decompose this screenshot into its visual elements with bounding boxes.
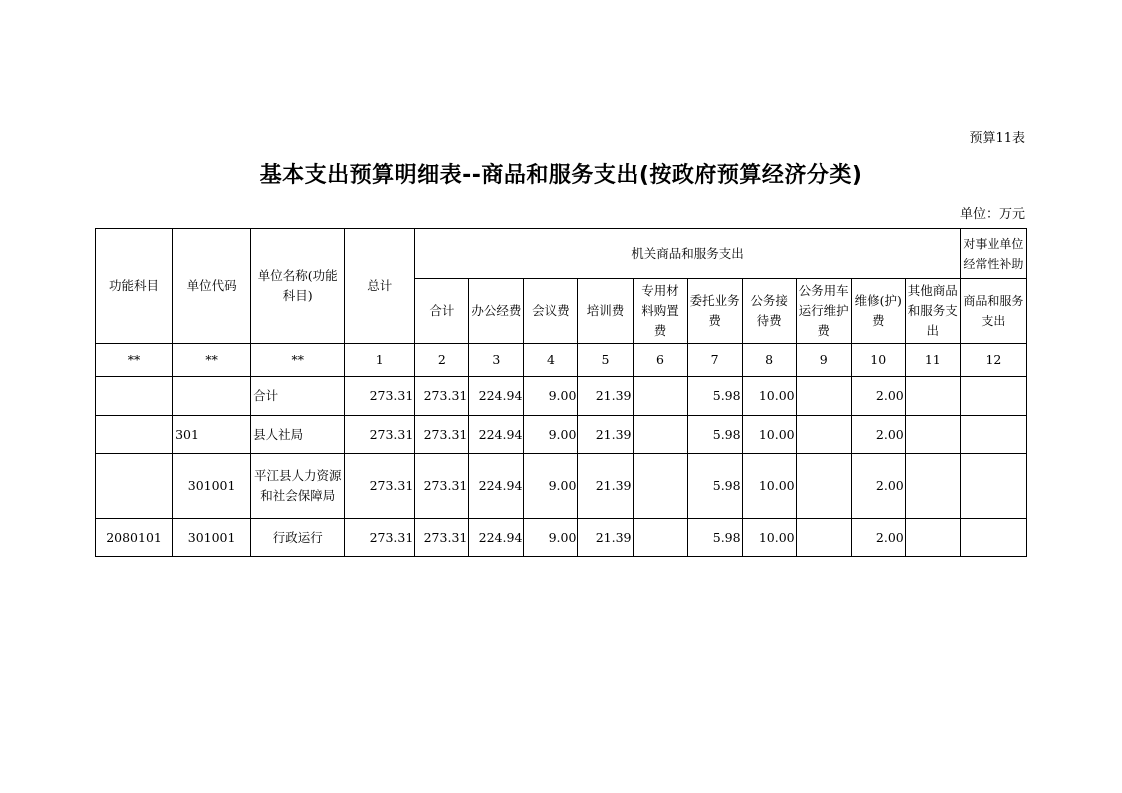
meeting-cell: 9.00 (524, 519, 578, 557)
func-cell (96, 416, 173, 454)
subtotal-cell: 273.31 (415, 416, 469, 454)
commission-cell: 5.98 (687, 416, 742, 454)
table-row (96, 454, 1027, 519)
meeting-cell: 9.00 (524, 416, 578, 454)
reception-cell: 10.00 (742, 377, 796, 416)
reception-cell: 10.00 (742, 416, 796, 454)
subtotal-cell: 273.31 (415, 519, 469, 557)
sub-goods-cell (960, 416, 1026, 454)
vehicle-cell (796, 377, 851, 416)
header-col-other: 其他商品和服务支出 (905, 279, 960, 344)
code-cell: 301001 (173, 519, 251, 557)
header-unit-name: 单位名称(功能科目) (251, 229, 345, 344)
table-row (96, 377, 1027, 416)
other-cell (905, 416, 960, 454)
training-cell: 21.39 (578, 454, 633, 519)
index-cell: 8 (742, 344, 796, 377)
header-col-maintenance: 维修(护)费 (851, 279, 905, 344)
index-row (96, 344, 1027, 377)
vehicle-cell (796, 519, 851, 557)
func-cell (96, 377, 173, 416)
index-cell: 5 (578, 344, 633, 377)
header-col-reception: 公务接待费 (742, 279, 796, 344)
commission-cell: 5.98 (687, 377, 742, 416)
header-col-training: 培训费 (578, 279, 633, 344)
index-cell: 7 (687, 344, 742, 377)
training-cell: 21.39 (578, 377, 633, 416)
office-cell: 224.94 (469, 519, 524, 557)
code-cell: 301001 (173, 454, 251, 519)
sub-goods-cell (960, 519, 1026, 557)
index-cell: ** (251, 344, 345, 377)
table-row (96, 519, 1027, 557)
index-cell: 12 (960, 344, 1026, 377)
code-cell: 301 (173, 416, 251, 454)
meeting-cell: 9.00 (524, 454, 578, 519)
form-number: 预算11表 (969, 131, 1025, 146)
sub-goods-cell (960, 377, 1026, 416)
func-cell: 2080101 (96, 519, 173, 557)
meeting-cell: 9.00 (524, 377, 578, 416)
office-cell: 224.94 (469, 416, 524, 454)
sub-goods-cell (960, 454, 1026, 519)
header-col-materials: 专用材料购置费 (633, 279, 687, 344)
header-func-subject: 功能科目 (96, 229, 173, 344)
other-cell (905, 377, 960, 416)
index-cell: 11 (905, 344, 960, 377)
index-cell: 6 (633, 344, 687, 377)
page-title: 基本支出预算明细表--商品和服务支出(按政府预算经济分类) (259, 163, 863, 188)
func-cell (96, 454, 173, 519)
training-cell: 21.39 (578, 416, 633, 454)
header-col-subtotal: 合计 (415, 279, 469, 344)
index-cell: 3 (469, 344, 524, 377)
index-cell: 9 (796, 344, 851, 377)
index-cell: 10 (851, 344, 905, 377)
other-cell (905, 454, 960, 519)
reception-cell: 10.00 (742, 454, 796, 519)
maintenance-cell: 2.00 (851, 416, 905, 454)
maintenance-cell: 2.00 (851, 454, 905, 519)
header-total: 总计 (345, 229, 415, 344)
name-cell: 行政运行 (251, 519, 345, 557)
total-cell: 273.31 (345, 519, 415, 557)
name-cell: 平江县人力资源和社会保障局 (251, 454, 345, 519)
reception-cell: 10.00 (742, 519, 796, 557)
total-cell: 273.31 (345, 416, 415, 454)
maintenance-cell: 2.00 (851, 519, 905, 557)
total-cell: 273.31 (345, 454, 415, 519)
budget-table (95, 228, 1027, 557)
index-cell: 1 (345, 344, 415, 377)
header-col-commission: 委托业务费 (687, 279, 742, 344)
index-cell: 2 (415, 344, 469, 377)
commission-cell: 5.98 (687, 454, 742, 519)
subtotal-cell: 273.31 (415, 377, 469, 416)
code-cell (173, 377, 251, 416)
index-cell: 4 (524, 344, 578, 377)
office-cell: 224.94 (469, 454, 524, 519)
header-row-1 (96, 229, 1027, 279)
total-cell: 273.31 (345, 377, 415, 416)
table-row (96, 416, 1027, 454)
maintenance-cell: 2.00 (851, 377, 905, 416)
header-col-vehicle: 公务用车运行维护费 (796, 279, 851, 344)
name-cell: 县人社局 (251, 416, 345, 454)
name-cell: 合计 (251, 377, 345, 416)
training-cell: 21.39 (578, 519, 633, 557)
header-col-sub-goods: 商品和服务支出 (960, 279, 1026, 344)
vehicle-cell (796, 416, 851, 454)
header-col-meeting: 会议费 (524, 279, 578, 344)
materials-cell (633, 519, 687, 557)
unit-label: 单位：万元 (959, 207, 1025, 222)
header-group-sub: 对事业单位经常性补助 (960, 229, 1026, 279)
materials-cell (633, 416, 687, 454)
subtotal-cell: 273.31 (415, 454, 469, 519)
office-cell: 224.94 (469, 377, 524, 416)
header-unit-code: 单位代码 (173, 229, 251, 344)
materials-cell (633, 377, 687, 416)
vehicle-cell (796, 454, 851, 519)
materials-cell (633, 454, 687, 519)
index-cell: ** (96, 344, 173, 377)
header-col-office: 办公经费 (469, 279, 524, 344)
index-cell: ** (173, 344, 251, 377)
other-cell (905, 519, 960, 557)
commission-cell: 5.98 (687, 519, 742, 557)
header-group-main: 机关商品和服务支出 (415, 229, 960, 279)
